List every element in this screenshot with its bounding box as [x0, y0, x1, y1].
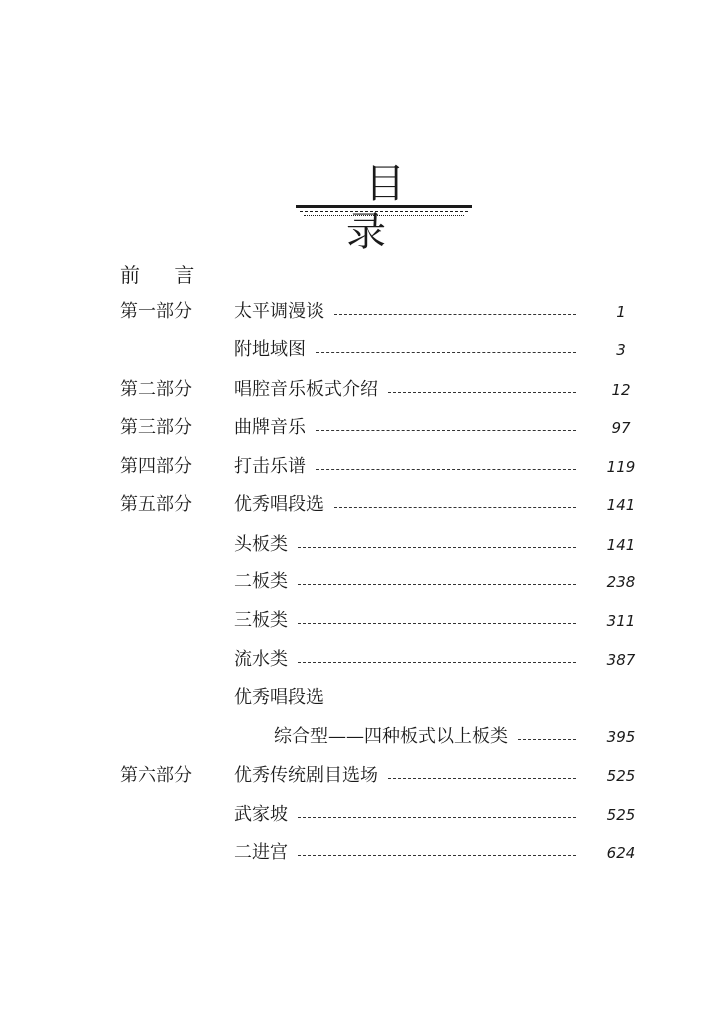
page-title: 目 录 — [346, 161, 443, 255]
toc-leader — [298, 584, 576, 585]
toc-label: 二进宫 — [234, 842, 288, 863]
toc-leader — [298, 547, 576, 548]
toc-leader — [388, 778, 576, 779]
toc-leader — [316, 352, 576, 353]
toc-page-number: 141 — [606, 496, 636, 514]
toc-page-number: 119 — [606, 458, 636, 476]
toc-label: 三板类 — [234, 610, 288, 631]
toc-leader — [298, 817, 576, 818]
toc-label: 附地域图 — [234, 339, 306, 360]
toc-leader — [334, 507, 576, 508]
toc-leader — [518, 739, 576, 740]
toc-label: 流水类 — [234, 649, 288, 670]
toc-part: 第二部分 — [120, 379, 192, 400]
toc-label: 武家坡 — [234, 804, 288, 825]
toc-page-number: 3 — [616, 341, 626, 359]
toc-label: 头板类 — [234, 534, 288, 555]
toc-leader — [334, 314, 576, 315]
toc-leader — [298, 623, 576, 624]
toc-page-number: 1 — [616, 303, 626, 321]
toc-page-number: 97 — [611, 419, 631, 437]
toc-page-number: 311 — [606, 612, 636, 630]
toc-label: 二板类 — [234, 571, 288, 592]
toc-leader — [316, 469, 576, 470]
toc-page-number: 525 — [606, 767, 636, 785]
toc-page-number: 624 — [606, 844, 636, 862]
toc-label: 太平调漫谈 — [234, 301, 324, 322]
toc-label: 曲牌音乐 — [234, 417, 306, 438]
toc-label: 优秀唱段选 — [234, 494, 324, 515]
toc-page-number: 395 — [606, 728, 636, 746]
toc-page-number: 387 — [606, 651, 636, 669]
toc-label: 唱腔音乐板式介绍 — [234, 379, 378, 400]
toc-part: 第一部分 — [120, 301, 192, 322]
toc-label: 优秀传统剧目选场 — [234, 765, 378, 786]
toc-page-number: 141 — [606, 536, 636, 554]
toc-page-number: 12 — [611, 381, 631, 399]
title-underline — [296, 205, 472, 219]
toc-label: 优秀唱段选 — [234, 687, 324, 708]
toc-leader — [298, 855, 576, 856]
foreword-heading: 前 言 — [120, 263, 209, 287]
toc-label: 综合型——四种板式以上板类 — [274, 726, 508, 747]
toc-part: 第五部分 — [120, 494, 192, 515]
toc-page-number: 238 — [606, 573, 636, 591]
toc-label: 打击乐谱 — [234, 456, 306, 477]
toc-page-number: 525 — [606, 806, 636, 824]
toc-leader — [388, 392, 576, 393]
toc-leader — [298, 662, 576, 663]
toc-part: 第六部分 — [120, 765, 192, 786]
toc-part: 第四部分 — [120, 456, 192, 477]
toc-part: 第三部分 — [120, 417, 192, 438]
toc-leader — [316, 430, 576, 431]
